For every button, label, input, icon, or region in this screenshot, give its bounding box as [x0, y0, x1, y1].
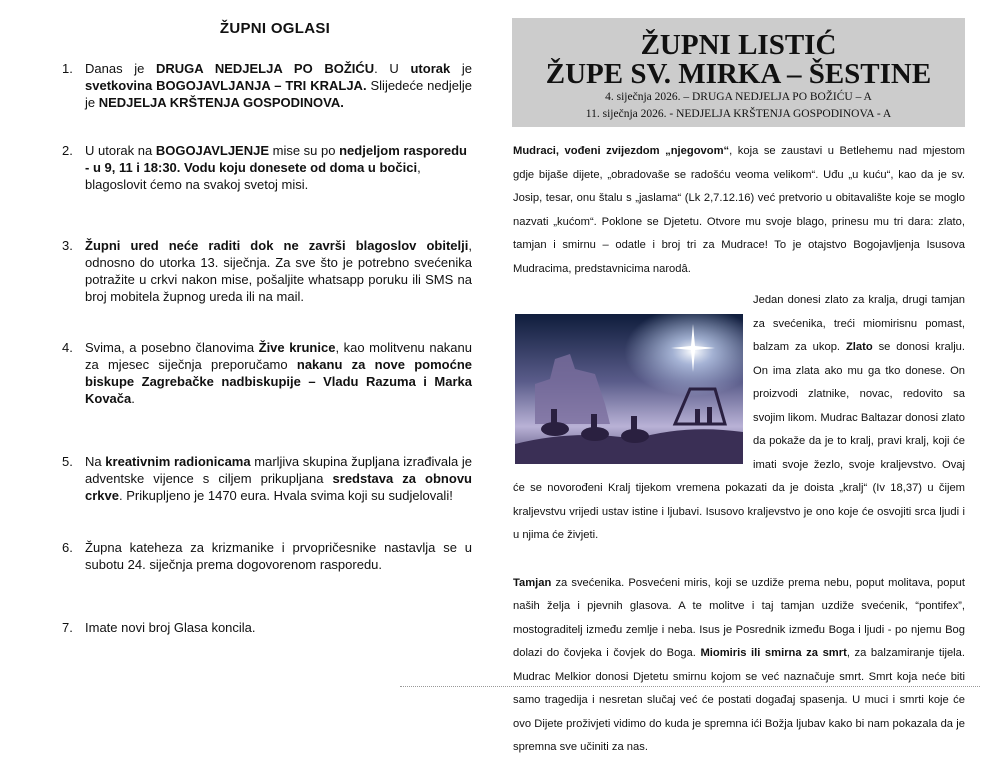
text-segment: Župna kateheza za krizmanike i prvopričesnike nastavlja se u subotu 24. siječnja prema dogovorenom rasporedu. [85, 540, 472, 572]
announcements-title: ŽUPNI OGLASI [219, 20, 331, 37]
article-paragraph [513, 572, 965, 760]
text-segment: , odnosno do utorka 13. siječnja. Za sve što je potrebno svećenika potražite u crkvi nakon mise, pošaljite whatsapp poruku ili SMS na broj mobitela župnog ureda ili na mail. [85, 238, 472, 304]
text-segment: Slijedeće nedjelje je [85, 78, 472, 110]
bulletin-header [512, 18, 965, 127]
bold-text: Tamjan [513, 576, 552, 589]
announcement-item [62, 453, 472, 504]
text-segment: mise su po [269, 143, 340, 158]
article-paragraph [513, 289, 965, 548]
item-number: 4. [62, 340, 73, 355]
item-text [85, 339, 472, 407]
item-number: 5. [62, 454, 73, 469]
announcement-item [62, 142, 472, 193]
bold-text: Mudraci, vođeni zvijezdom „njegovom“ [513, 145, 730, 157]
item-text [85, 539, 472, 573]
announcement-item [62, 60, 472, 111]
bold-text: NEDJELJA KRŠTENJA GOSPODINOVA. [98, 95, 344, 110]
text-segment: Imate novi broj Glasa koncila. [85, 620, 256, 635]
date-line-2: 11. siječnja 2026. - NEDJELJA KRŠTENJA GOSPODINOVA - A [585, 108, 892, 120]
text-segment: Jedan donesi zlato za kralja, drugi tamjan za svećenika, treći miomirisnu pomast, balzam za ukop. [753, 294, 965, 353]
bold-text: Žive krunice [258, 340, 336, 355]
text-segment: , blagoslovit ćemo na svakoj svetoj misi. [85, 160, 421, 192]
announcement-item [62, 539, 472, 573]
announcement-item [62, 237, 472, 305]
text-segment: U utorak na [85, 143, 156, 158]
article-paragraph [513, 140, 965, 281]
text-segment: marljiva skupina župljana izrađivala je adventske vijence s ciljem prikupljana [85, 454, 473, 486]
text-segment: Svima, a posebno članovima [85, 340, 259, 355]
nativity-image [515, 314, 743, 464]
article [513, 140, 965, 760]
announcement-item [62, 339, 472, 407]
item-text [85, 453, 472, 504]
bold-text: kreativnim radionicama [105, 454, 251, 469]
parish-name: ŽUPE SV. MIRKA – ŠESTINE [545, 58, 932, 90]
announcements-list [62, 60, 472, 636]
text-segment: . [131, 391, 135, 406]
bold-text: nedjeljom rasporedu - u 9, 11 i 18:30. Vodu koju donesete od doma u bočici [85, 143, 467, 175]
text-segment: Danas je [85, 61, 156, 76]
bulletin-title: ŽUPNI LISTIĆ [640, 29, 837, 61]
bold-text: BOGOJAVLJENJE [155, 143, 270, 158]
announcement-item [62, 619, 472, 636]
item-number: 3. [62, 238, 73, 253]
bold-text: DRUGA NEDJELJA PO BOŽIĆU [156, 61, 375, 76]
text-segment: , koja se zaustavi u Betlehemu nad mjestom gdje bijaše dijete, „obradovaše se radošću veoma velikom“. Uđu „u kuću“, kao da je sv. Josip, tesar, onu štalu s „jaslama“ (Lk 2,7.12.16) već pretvorio u obitavalište koje se moglo nazvati „kućom“. Poklone se Djetetu. Otvore mu svoje blago, prinesu mu tri dara: zlato, tamjan i smirnu – odatle i broj tri za Mudrace! To je otajstvo Bogojavljenja Isusova Mudracima, predstavnicima narodâ. [513, 145, 965, 275]
item-text [85, 619, 472, 636]
bold-text: nakanu za nove pomoćne biskupe Zagrebačke nadbiskupije – Vladu Razuma i Marka Kovača [85, 357, 472, 406]
date-line-1: 4. siječnja 2026. – DRUGA NEDJELJA PO BOŽIĆU – A [605, 91, 872, 103]
page-divider [400, 686, 980, 687]
item-number: 7. [62, 620, 73, 635]
text-segment: , za balzamiranje tijela. Mudrac Melkior donosi Djetetu smirnu kojom se već naznačuje smrt. Smrt koja neće biti samo tragedija i nesretan slučaj već će postati događaj spasenja. U muci i smrti koje će ovo Dijete proživjeti vidimo do kuda je spremna ići Božja ljubav kako bi nam pokazala da je spremna sve učiniti za nas. [513, 647, 966, 753]
bold-text: Zlato [845, 341, 873, 353]
bold-text: utorak [410, 61, 451, 76]
item-number: 1. [62, 61, 73, 76]
text-segment: Na [85, 454, 106, 469]
text-segment: za svećenika. Posvećeni miris, koji se uzdiže prema nebu, poput molitava, poput naših želja i pjevnih glasova. A te molitve i taj tamjan uzdiže svećenik, “pontifex”, mostograditelj između zemlje i neba. Isus je Posrednik između Boga i ljudi - po njemu Bog dolazi do čovjeka i čovjek do Boga. [513, 576, 965, 659]
text-segment: . U [374, 61, 411, 76]
text-segment: je [450, 61, 472, 76]
bold-text: svetkovina BOGOJAVLJANJA – TRI KRALJA. [85, 78, 367, 93]
text-segment: , kao molitvenu nakanu za mjesec siječnja preporučamo [85, 340, 473, 372]
text-segment: . Prikupljeno je 1470 eura. Hvala svima koji su sudjelovali! [118, 488, 453, 503]
item-text [85, 237, 472, 305]
bold-text: Župni ured neće raditi dok ne završi blagoslov obitelji [85, 238, 469, 253]
item-text [85, 142, 472, 193]
item-text [85, 60, 472, 111]
item-number: 2. [62, 143, 73, 158]
bold-text: sredstava za obnovu crkve [85, 471, 472, 503]
text-segment: se donosi kralju. On ima zlata ako mu ga tko donese. On proizvodi zlatnike, novac, redovito sa svojim likom. Mudrac Baltazar donosi zlato da pokaže da je to kralj, pravi kralj, koji će imati svoje žezlo, svoje kraljevstvo. Ovaj će se novorođeni Kralj tijekom vremena pokazati da je doista „kralj“ (Iv 18,37) u čijem kraljevstvu vrijedi ustav istine i ljubavi. Isusovo kraljevstvo je ono koje će osvojiti srca ljudi i u njima će živjeti. [513, 341, 966, 541]
item-number: 6. [62, 540, 73, 555]
bold-text: Miomiris ili smirna za smrt [700, 647, 847, 659]
